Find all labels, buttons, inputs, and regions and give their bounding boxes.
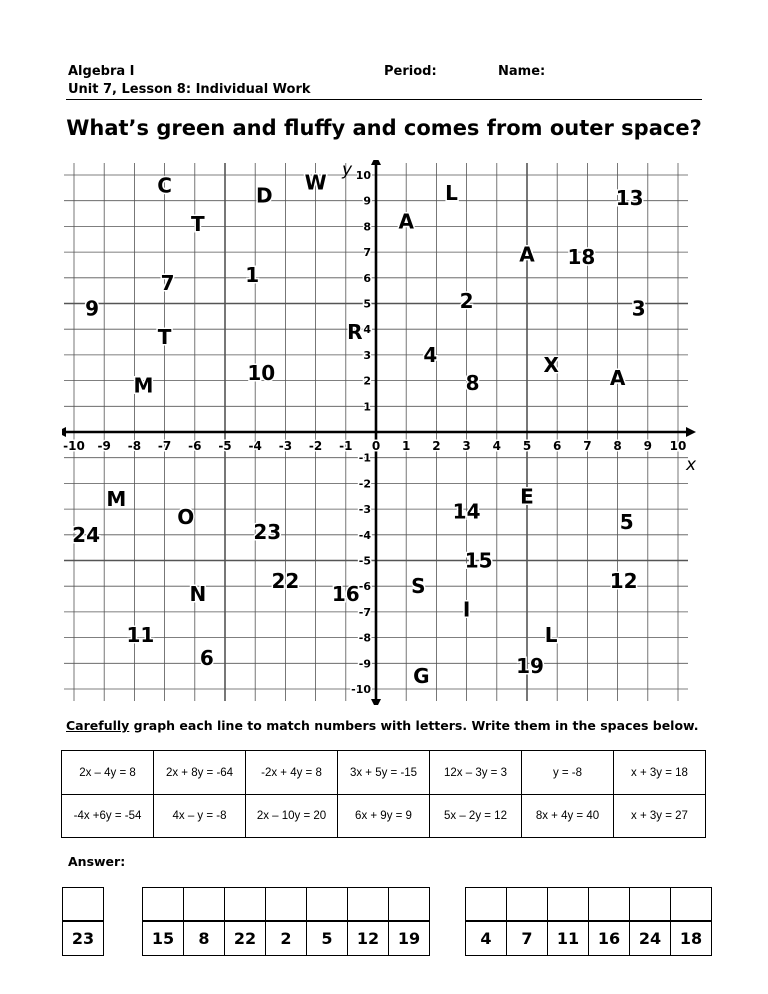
y-tick-label: -5 — [358, 554, 371, 568]
equations-row — [62, 751, 706, 795]
x-tick-label: 2 — [432, 439, 441, 453]
equation-cell: 3x + 5y = -15 — [338, 751, 430, 795]
answer-group-2 — [142, 887, 430, 956]
y-tick-label: 6 — [363, 271, 371, 285]
y-tick-label: 3 — [363, 348, 371, 362]
grid-label: 1 — [245, 263, 260, 288]
y-tick-label: -3 — [358, 503, 371, 517]
grid-label: 14 — [452, 499, 481, 524]
equation-cell: 2x + 8y = -64 — [154, 751, 246, 795]
y-tick-label: -4 — [358, 528, 371, 542]
answer-blank[interactable] — [671, 888, 711, 922]
grid-label: 13 — [615, 186, 644, 211]
answer-number: 18 — [679, 929, 703, 948]
answer-blank[interactable] — [548, 888, 588, 922]
grid-label: D — [255, 183, 273, 208]
y-axis-arrow-up-icon — [371, 160, 381, 165]
grid-label: L — [445, 180, 458, 205]
y-axis-arrow-down-icon — [371, 699, 381, 705]
answer-blank[interactable] — [266, 888, 306, 922]
answer-cell — [465, 887, 507, 956]
answer-number: 12 — [356, 929, 380, 948]
period-label: Period: — [384, 64, 437, 79]
name-label: Name: — [498, 64, 546, 79]
grid-label: S — [411, 574, 426, 599]
y-tick-label: -1 — [358, 451, 371, 465]
grid-label: E — [520, 484, 534, 509]
grid-label: 7 — [160, 270, 175, 295]
grid-label: L — [544, 623, 558, 648]
answer-blank[interactable] — [507, 888, 547, 922]
grid-label: N — [189, 581, 207, 606]
grid-label: 9 — [85, 296, 100, 321]
grid-label: G — [413, 664, 430, 689]
grid-label: T — [190, 211, 205, 236]
grid-label: 15 — [464, 548, 493, 573]
answer-label: Answer: — [68, 854, 126, 869]
equation-cell: 2x – 10y = 20 — [246, 795, 338, 838]
grid-label: C — [157, 173, 172, 198]
y-tick-label: -7 — [358, 605, 371, 619]
header-rule — [66, 99, 702, 100]
coordinate-grid — [62, 160, 712, 705]
x-tick-label: -2 — [308, 439, 323, 453]
answer-cell — [306, 887, 348, 956]
x-tick-label: 9 — [643, 439, 652, 453]
answer-blank[interactable] — [184, 888, 224, 922]
answer-cell — [670, 887, 712, 956]
answer-number: 7 — [521, 929, 533, 948]
y-tick-label: 1 — [363, 400, 371, 414]
grid-label: 6 — [199, 646, 214, 671]
y-tick-label: 7 — [363, 246, 371, 260]
y-tick-label: 8 — [363, 220, 371, 234]
x-tick-label: -6 — [188, 439, 202, 453]
y-tick-label: 2 — [363, 374, 371, 388]
answer-cell — [629, 887, 671, 956]
grid-label: 22 — [271, 569, 300, 594]
x-tick-label: -1 — [339, 439, 353, 453]
y-tick-label: -9 — [358, 657, 371, 671]
y-tick-label: -8 — [358, 631, 371, 645]
answer-cell — [224, 887, 266, 956]
y-tick-label: 4 — [363, 323, 371, 337]
answer-cell — [547, 887, 589, 956]
equation-cell: 5x – 2y = 12 — [430, 795, 522, 838]
equation-cell: 6x + 9y = 9 — [338, 795, 430, 838]
y-tick-label: -10 — [351, 683, 371, 696]
x-axis-arrow-right-icon — [686, 427, 696, 437]
x-tick-label: 4 — [492, 439, 501, 453]
equation-cell: -4x +6y = -54 — [62, 795, 154, 838]
grid-label: 18 — [567, 245, 596, 270]
y-tick-label: -6 — [358, 580, 371, 594]
grid-label: 3 — [631, 296, 646, 321]
x-tick-label: -10 — [63, 439, 85, 453]
equations-table — [61, 750, 706, 838]
x-axis-arrow-left-icon — [62, 427, 66, 437]
x-tick-label: -9 — [97, 439, 111, 453]
grid-label: M — [106, 486, 127, 511]
equation-cell: y = -8 — [522, 751, 614, 795]
grid-label: M — [133, 373, 154, 398]
x-tick-label: -3 — [278, 439, 293, 453]
answer-number: 15 — [151, 929, 175, 948]
x-tick-label: 8 — [613, 439, 622, 453]
grid-label: 8 — [465, 371, 480, 396]
answer-number: 5 — [321, 929, 333, 948]
grid-label: 10 — [247, 360, 276, 385]
answer-cell — [388, 887, 430, 956]
x-tick-label: 6 — [553, 439, 562, 453]
y-tick-label: 9 — [363, 194, 371, 208]
grid-label: R — [347, 319, 363, 344]
answer-cell — [62, 887, 104, 956]
answer-number: 11 — [556, 929, 580, 948]
grid-label: W — [304, 170, 327, 195]
x-tick-label: 5 — [522, 439, 532, 453]
answer-number: 2 — [280, 929, 292, 948]
answer-number: 23 — [71, 929, 95, 948]
grid-label: 4 — [423, 342, 438, 367]
x-tick-label: 3 — [462, 439, 471, 453]
answer-number: 8 — [198, 929, 210, 948]
x-tick-label: -8 — [127, 439, 142, 453]
x-tick-label: 10 — [669, 439, 687, 453]
answer-blank[interactable] — [307, 888, 347, 922]
answer-blank[interactable] — [589, 888, 629, 922]
equation-cell: x + 3y = 27 — [614, 795, 706, 838]
answer-number: 22 — [233, 929, 257, 948]
answer-number: 19 — [397, 929, 421, 948]
equation-cell: 2x – 4y = 8 — [62, 751, 154, 795]
answer-number: 4 — [480, 929, 492, 948]
grid-label: A — [519, 242, 535, 267]
grid-label: O — [177, 504, 195, 529]
equation-cell: 4x – y = -8 — [154, 795, 246, 838]
answer-blank[interactable] — [630, 888, 670, 922]
grid-label: A — [398, 209, 414, 234]
answer-cell — [506, 887, 548, 956]
answer-blank[interactable] — [389, 888, 429, 922]
y-tick-label: 10 — [355, 169, 371, 182]
answer-number: 16 — [597, 929, 621, 948]
answer-blank[interactable] — [466, 888, 506, 922]
lesson-label: Unit 7, Lesson 8: Individual Work — [68, 82, 311, 97]
instructions-text: graph each line to match numbers with letters. Write them in the spaces below. — [129, 718, 699, 733]
y-axis-label: y — [342, 160, 353, 180]
grid-label: 11 — [126, 623, 155, 648]
x-tick-label: 0 — [371, 439, 381, 453]
y-tick-label: -2 — [358, 477, 371, 491]
y-tick-label: 5 — [363, 297, 371, 311]
x-tick-label: 1 — [402, 439, 411, 453]
grid-label: 16 — [331, 581, 360, 606]
grid-label: 5 — [619, 509, 634, 534]
grid-label: 19 — [516, 653, 544, 678]
answer-number: 24 — [638, 929, 662, 948]
grid-label: 24 — [72, 522, 101, 547]
grid-label: 23 — [253, 520, 282, 545]
answer-cell — [183, 887, 225, 956]
equation-cell: -2x + 4y = 8 — [246, 751, 338, 795]
answer-blank[interactable] — [348, 888, 388, 922]
grid-label: 12 — [609, 569, 638, 594]
answer-cell — [265, 887, 307, 956]
equation-cell: x + 3y = 18 — [614, 751, 706, 795]
answer-blank[interactable] — [143, 888, 183, 922]
page-title: What’s green and fluffy and comes from outer space? — [66, 116, 702, 140]
course-label: Algebra I — [68, 64, 135, 79]
x-tick-label: 7 — [583, 439, 592, 453]
grid-label: I — [462, 597, 471, 622]
answer-blank[interactable] — [63, 888, 103, 922]
grid-label: A — [609, 366, 626, 391]
equation-cell: 12x – 3y = 3 — [430, 751, 522, 795]
answer-group-1 — [62, 887, 104, 956]
answer-cell — [142, 887, 184, 956]
answer-blank[interactable] — [225, 888, 265, 922]
answer-group-3 — [465, 887, 712, 956]
x-tick-label: -5 — [218, 439, 232, 453]
grid-label: 2 — [459, 288, 474, 313]
answer-cell — [588, 887, 630, 956]
x-axis-label: x — [686, 455, 697, 475]
grid-label: X — [543, 353, 559, 378]
equations-row — [62, 795, 706, 838]
x-tick-label: -4 — [248, 439, 262, 453]
instructions — [66, 718, 699, 733]
grid-label: T — [157, 324, 172, 349]
equation-cell: 8x + 4y = 40 — [522, 795, 614, 838]
x-tick-label: -7 — [157, 439, 172, 453]
instructions-emphasis: Carefully — [66, 718, 130, 733]
answer-cell — [347, 887, 389, 956]
